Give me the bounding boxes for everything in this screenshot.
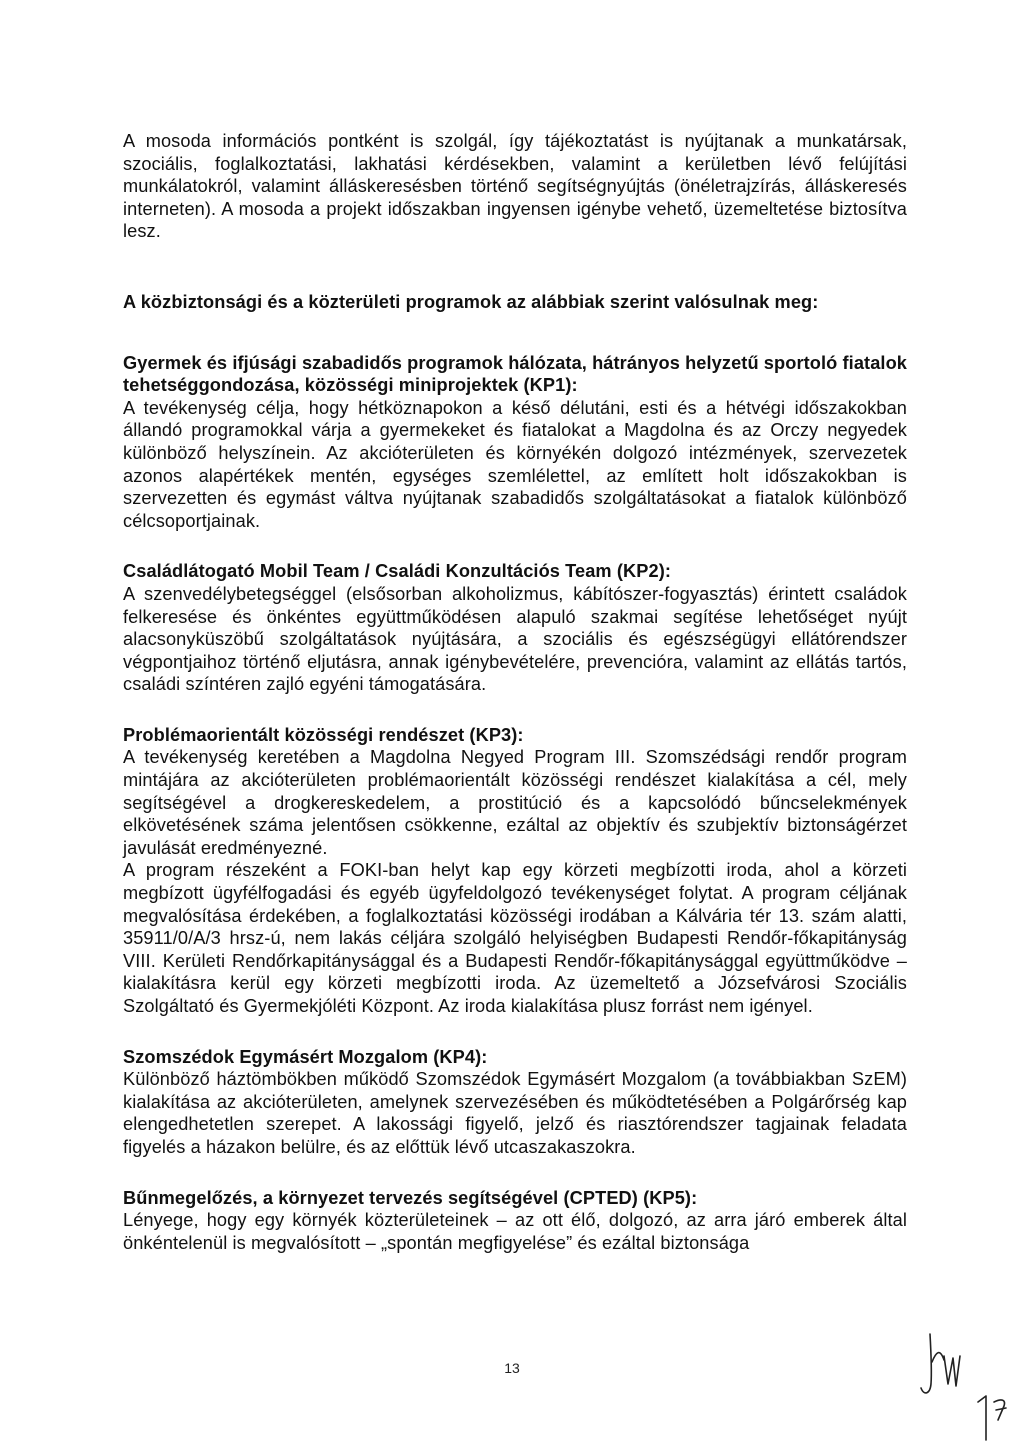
handwritten-signature [918, 1322, 1024, 1448]
section-paragraph: A program részeként a FOKI-ban helyt kap egy körzeti megbízotti iroda, ahol a körzeti megbízott ügyfélfogadási és egyéb ügyfeldolgozó tevékenységet folytat. A program céljának megvalósítása érdekében, a foglalkoztatási közösségi irodában a Kálvária tér 13. szám alatti, 35911/0/A/3 hrsz-ú, nem lakás céljára szolgáló helyiségben Budapesti Rendőr-főkapitányság VIII. Kerületi Rendőrkapitánysággal és a Budapesti Rendőr-főkapitánysággal együttműködve – kialakításra kerül egy körzeti megbízotti iroda. Az üzemeltető a Józsefvárosi Szociális Szolgáltató és Gyermekjóléti Központ. Az iroda kialakítása plusz forrást nem igényel. [123, 860, 907, 1016]
section-heading: Bűnmegelőzés, a környezet tervezés segítségével (CPTED) (KP5): [123, 1187, 698, 1208]
document-body [123, 130, 907, 1254]
section-kp3 [123, 724, 907, 1018]
section-kp2 [123, 560, 907, 696]
section-kp1 [123, 352, 907, 533]
intro-paragraph: A mosoda információs pontként is szolgál, így tájékoztatást is nyújtanak a munkatársak, szociális, foglalkoztatási, lakhatási kérdésekben, valamint a kerületben lévő felújítási munkálatokról, valamint álláskeresésben történő segítségnyújtás (önéletrajzírás, álláskeresés interneten). A mosoda a projekt időszakban ingyensen igénybe vehető, üzemeltetése biztosítva lesz. [123, 131, 907, 242]
section-kp4 [123, 1046, 907, 1159]
section-heading: Gyermek és ifjúsági szabadidős programok hálózata, hátrányos helyzetű sportoló fiatalok tehetséggondozása, közösségi miniprojektek (KP1): [123, 352, 907, 396]
section-paragraph: A tevékenység keretében a Magdolna Negyed Program III. Szomszédsági rendőr program mintájára az akcióterületen problémaorientált közösségi rendészet kialakítása a cél, mely segítségével a drogkereskedelem, a prostitúció és a kapcsolódó bűncselekmények elkövetésének száma jelentősen csökkenne, ezáltal az objektív és szubjektív biztonságérzet javulását eredményezné. [123, 747, 907, 858]
section-paragraph: Különböző háztömbökben működő Szomszédok Egymásért Mozgalom (a továbbiakban SzEM) kialakítása az akcióterületen, amelynek szervezésében és működtetésében a Polgárőrség kap elengedhetetlen szerepet. A lakossági figyelő, jelző és riasztórendszer tagjainak feladata figyelés a házakon belülre, és az előttük lévő utcaszakaszokra. [123, 1069, 907, 1157]
main-heading: A közbiztonsági és a közterületi programok az alábbiak szerint valósulnak meg: [123, 291, 819, 312]
section-paragraph: A szenvedélybetegséggel (elsősorban alkoholizmus, kábítószer-fogyasztás) érintett családok felkeresése és önkéntes együttműködésen alapuló szakmai segítése lehetőséget nyújt alacsonyküszöbű szolgáltatások nyújtására, a szociális és egészségügyi ellátórendszer végpontjaihoz történő eljutásra, annak igénybevételére, prevencióra, valamint az ellátás tartós, családi színtéren zajló egyéni támogatására. [123, 583, 907, 695]
section-paragraph: Lényege, hogy egy környék közterületeinek – az ott élő, dolgozó, az arra járó emberek által önkéntelenül is megvalósított – „spontán megfigyelése” és ezáltal biztonsága [123, 1210, 907, 1253]
section-paragraph: A tevékenység célja, hogy hétköznapokon a késő délutáni, esti és a hétvégi időszakokban állandó programokkal várja a gyermekeket és fiatalokat a Magdolna és az Orczy negyedek különböző helyszínein. Az akcióterületen és környékén dolgozó intézmények, szervezetek azonos alapértékek mentén, egységes szemlélettel, az említett holt időszakokban is szervezetten és egymást váltva nyújtanak szabadidős szolgáltatásokat a fiatalok különböző célcsoportjainak. [123, 397, 907, 531]
section-kp5 [123, 1187, 907, 1255]
section-heading: Problémaorientált közösségi rendészet (KP3): [123, 724, 524, 745]
page-number: 13 [504, 1360, 520, 1376]
section-heading: Családlátogató Mobil Team / Családi Konzultációs Team (KP2): [123, 561, 672, 582]
section-heading: Szomszédok Egymásért Mozgalom (KP4): [123, 1046, 488, 1067]
